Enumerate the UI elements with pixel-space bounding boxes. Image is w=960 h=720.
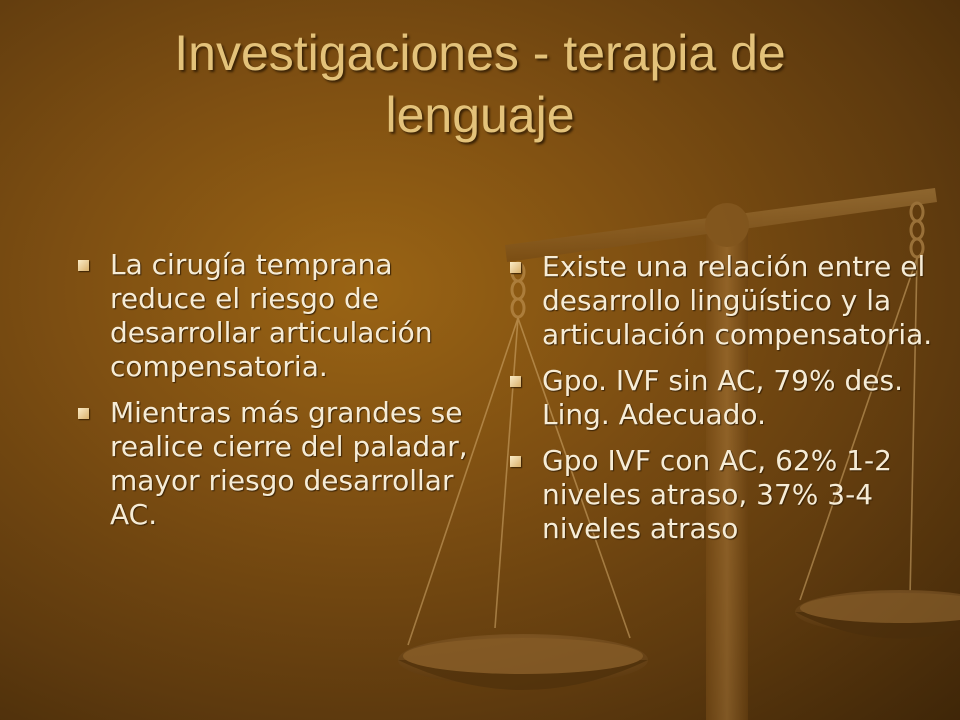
- square-bullet-icon: [510, 262, 521, 273]
- slide-title-line-2: lenguaje: [385, 87, 575, 143]
- bullet-text: Mientras más grandes se realice cierre del paladar, mayor riesgo desarrollar AC.: [110, 396, 468, 531]
- slide-title: [60, 22, 900, 146]
- bullet-item: [74, 396, 474, 532]
- square-bullet-icon: [510, 456, 521, 467]
- bullet-item: [506, 250, 946, 352]
- right-column: [506, 250, 946, 558]
- square-bullet-icon: [78, 408, 89, 419]
- bullet-text: La cirugía temprana reduce el riesgo de desarrollar articulación compensatoria.: [110, 248, 433, 383]
- square-bullet-icon: [510, 376, 521, 387]
- left-column: [74, 248, 474, 544]
- bullet-item: [506, 364, 946, 432]
- square-bullet-icon: [78, 260, 89, 271]
- bullet-text: Gpo. IVF sin AC, 79% des. Ling. Adecuado.: [542, 364, 903, 431]
- bullet-item: [74, 248, 474, 384]
- bullet-item: [506, 444, 946, 546]
- slide-title-line-1: Investigaciones - terapia de: [174, 25, 786, 81]
- bullet-text: Existe una relación entre el desarrollo lingüístico y la articulación compensatoria.: [542, 250, 933, 351]
- bullet-text: Gpo IVF con AC, 62% 1-2 niveles atraso, 37% 3-4 niveles atraso: [542, 444, 892, 545]
